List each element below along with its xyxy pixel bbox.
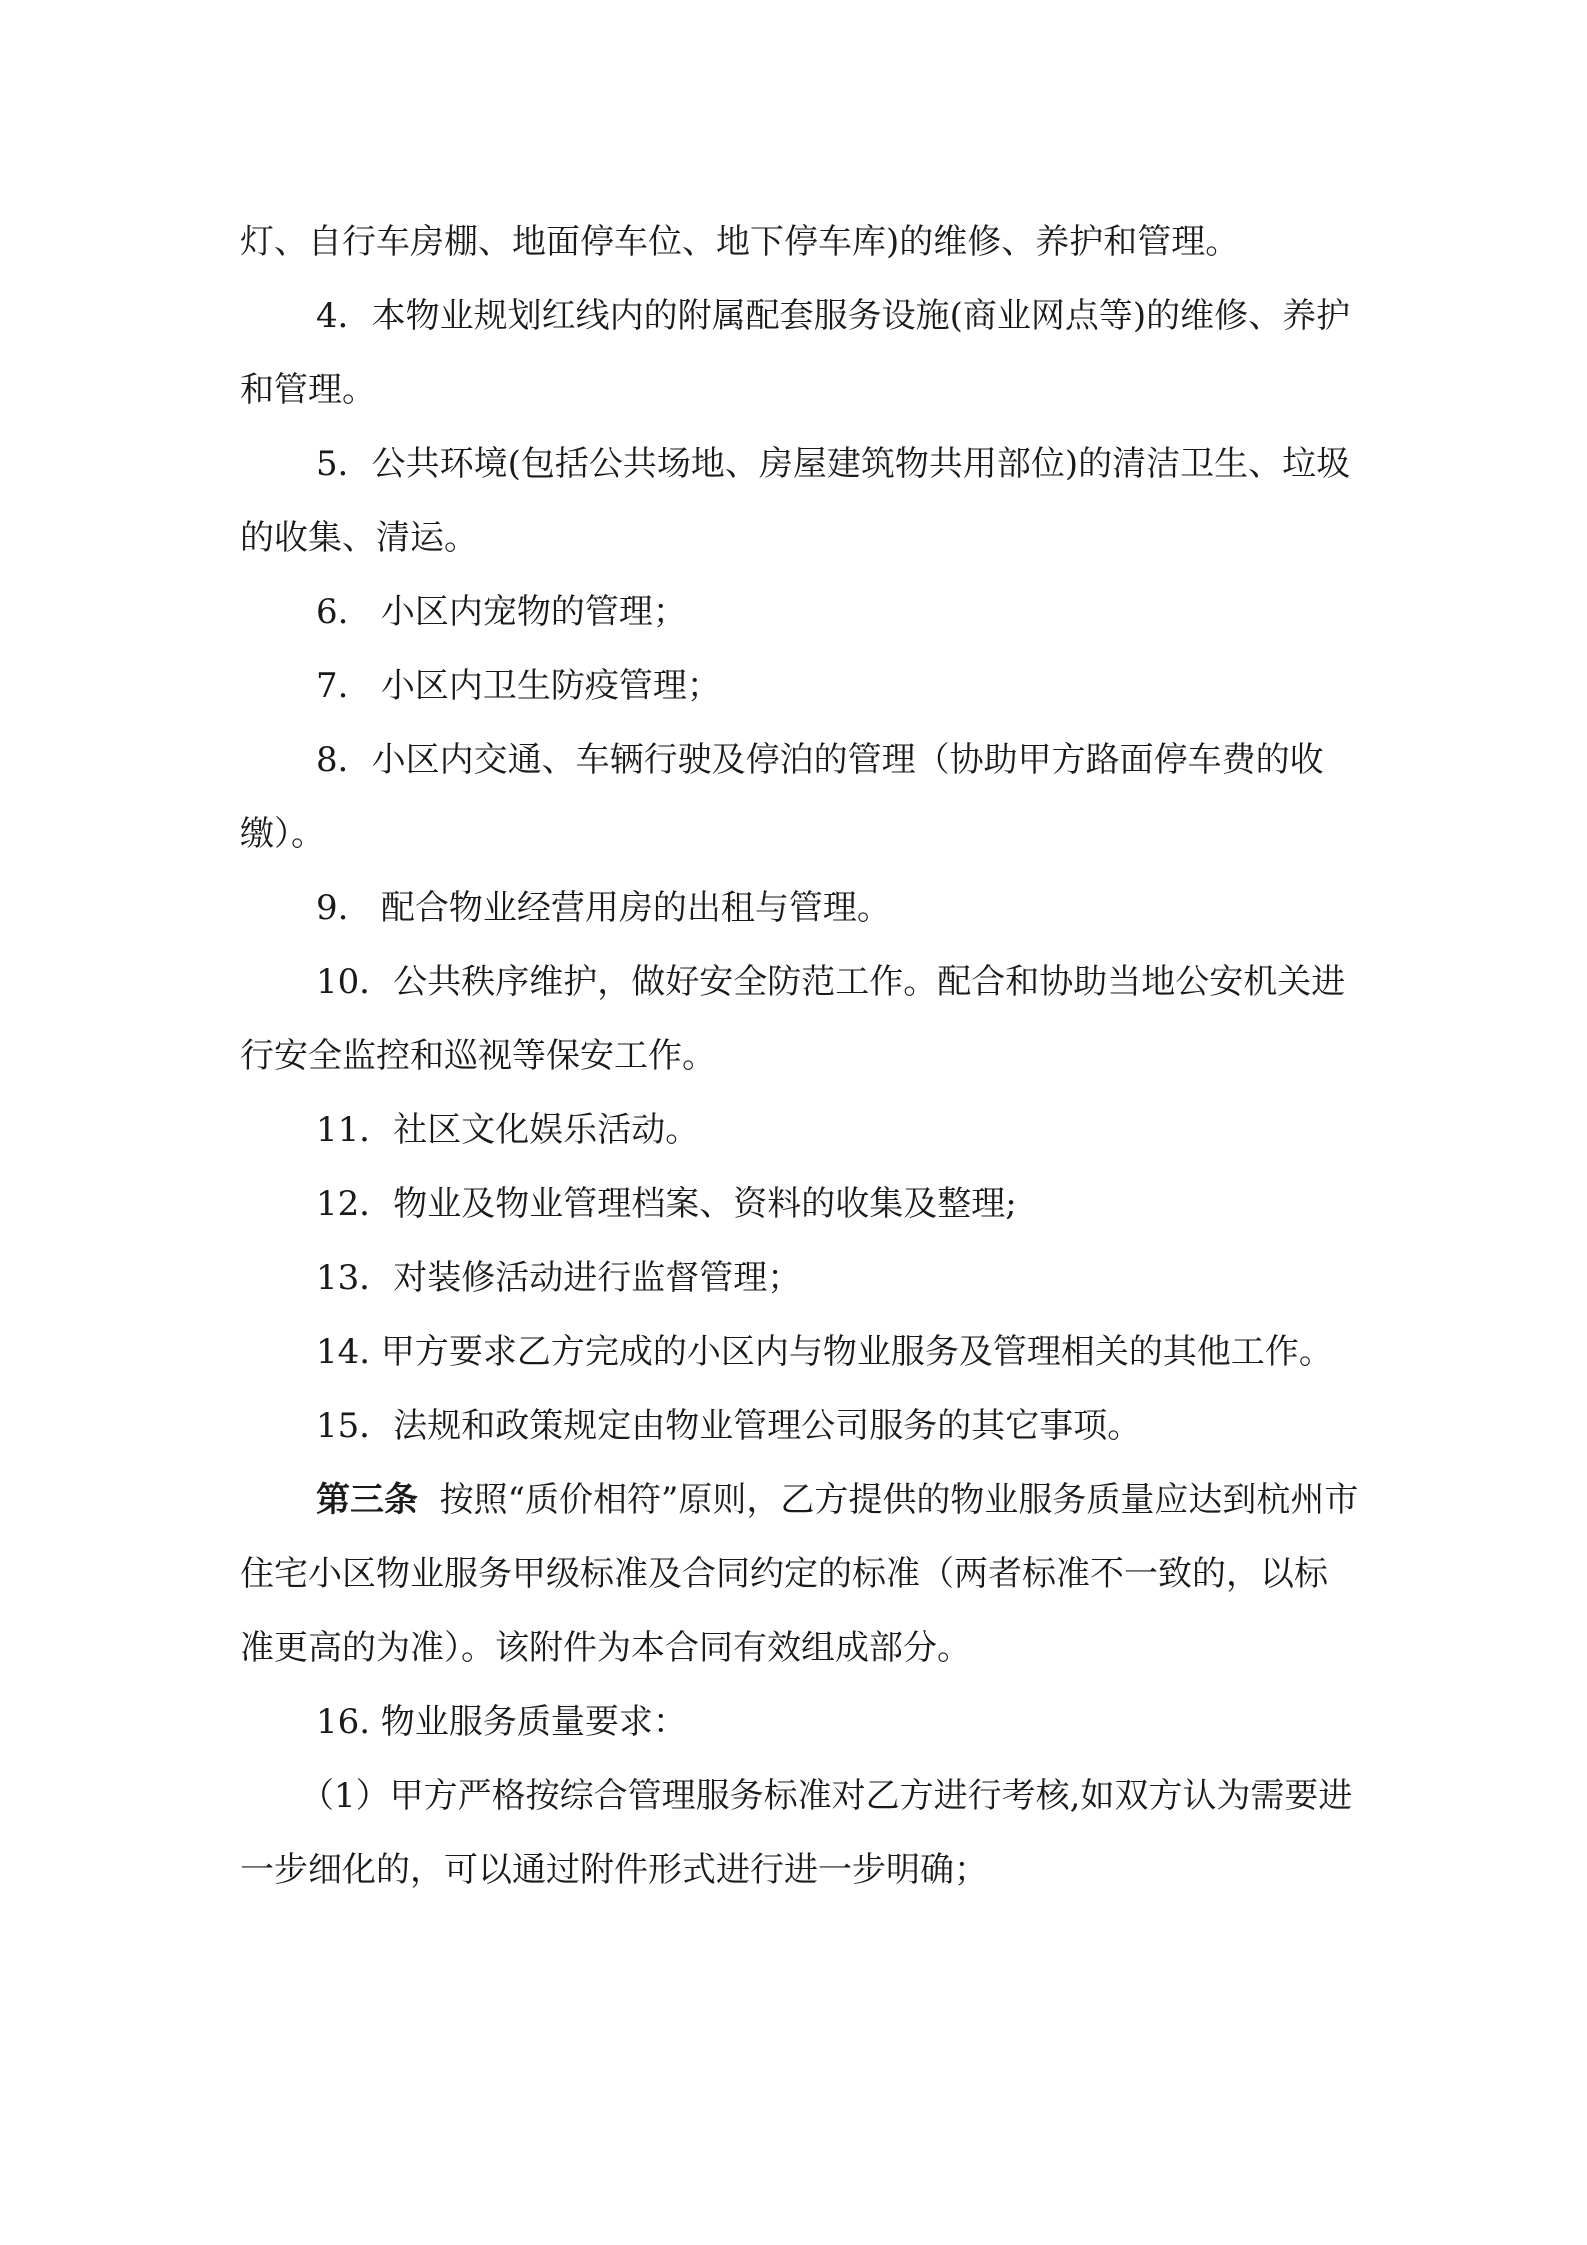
paragraph-item-7: 7. 小区内卫生防疫管理；	[316, 666, 721, 706]
paragraph-item-8: 8．小区内交通、车辆行驶及停泊的管理（协助甲方路面停车费的收缴）。	[240, 740, 1324, 854]
paragraph-item-16: 16. 物业服务质量要求：	[316, 1702, 687, 1742]
paragraph-item-5: 5．公共环境(包括公共场地、房屋建筑物共用部位)的清洁卫生、垃圾的收集、清运。	[240, 444, 1351, 558]
paragraph-item-10: 10．公共秩序维护，做好安全防范工作。配合和协助当地公安机关进行安全监控和巡视等保安工作。	[240, 962, 1346, 1076]
paragraph-item-16-1: （1）甲方严格按综合管理服务标准对乙方进行考核,如双方认为需要进一步细化的，可以通过附件形式进行进一步明确；	[240, 1776, 1353, 1890]
article-3-paragraph	[240, 1463, 1360, 1685]
paragraph-item-15: 15．法规和政策规定由物业管理公司服务的其它事项。	[316, 1406, 1142, 1446]
paragraph-item-14: 14. 甲方要求乙方完成的小区内与物业服务及管理相关的其他工作。	[316, 1332, 1333, 1372]
paragraph-item-9: 9. 配合物业经营用房的出租与管理。	[316, 888, 891, 928]
paragraph-item-13: 13．对装修活动进行监督管理；	[316, 1258, 802, 1298]
paragraph-item-4: 4．本物业规划红线内的附属配套服务设施(商业网点等)的维修、养护和管理。	[240, 296, 1351, 410]
paragraph-item-6: 6. 小区内宠物的管理；	[316, 592, 687, 632]
paragraph-item-12: 12．物业及物业管理档案、资料的收集及整理;	[316, 1184, 1017, 1224]
article-3-heading: 第三条	[316, 1480, 418, 1520]
paragraph-continuation: 灯、自行车房棚、地面停车位、地下停车库)的维修、养护和管理。	[240, 222, 1240, 262]
paragraph-item-11: 11．社区文化娱乐活动。	[316, 1110, 700, 1150]
document-page	[240, 205, 1360, 1907]
article-3-body: 按照“质价相符”原则，乙方提供的物业服务质量应达到杭州市住宅小区物业服务甲级标准及合同约定的标准（两者标准不一致的，以标准更高的为准）。该附件为本合同有效组成部分。	[240, 1480, 1359, 1668]
